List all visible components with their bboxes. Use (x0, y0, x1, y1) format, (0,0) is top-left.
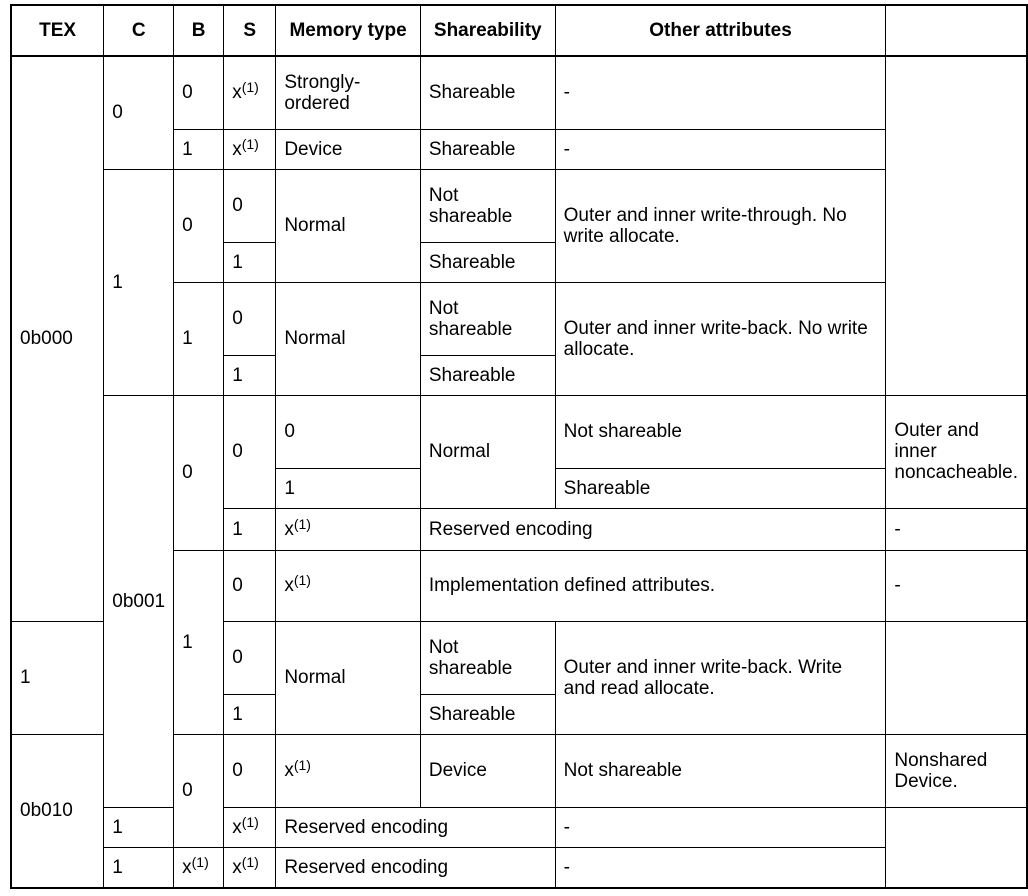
memory-type-cell: Reserved encoding (276, 847, 555, 888)
table-row (11, 56, 1027, 129)
b-cell: 1 (224, 508, 276, 550)
memory-type-cell: Strongly-ordered (276, 56, 421, 129)
footnote-ref: (1) (241, 813, 259, 830)
tex-cell: 0b000 (11, 56, 104, 621)
memory-type-cell: Normal (276, 282, 421, 395)
header-row (11, 5, 1027, 56)
s-cell: 1 (224, 355, 276, 395)
other-attributes-cell: - (555, 129, 886, 169)
shareability-cell: Not shareable (555, 734, 886, 807)
memory-type-cell: Normal (420, 395, 555, 508)
footnote-ref: (1) (241, 79, 259, 96)
shareability-cell: Shareable (420, 694, 555, 734)
other-attributes-cell: Outer and inner noncacheable. (886, 395, 1027, 508)
s-cell: 0 (224, 621, 276, 694)
b-cell: 0 (224, 734, 276, 807)
other-attributes-cell: - (555, 807, 886, 847)
memory-type-cell: Device (276, 129, 421, 169)
c-cell: 1 (104, 169, 174, 395)
shareability-cell: Shareable (420, 355, 555, 395)
footnote-ref: (1) (241, 853, 259, 870)
s-cell: 0 (224, 282, 276, 355)
s-cell: 1 (224, 242, 276, 282)
c-cell: 1 (104, 847, 174, 888)
c-cell: 0 (174, 395, 224, 550)
s-cell: $x^{(1)}$ (224, 129, 276, 169)
b-cell: 1 (104, 807, 174, 847)
s-cell: 0 (224, 169, 276, 242)
s-cell: $x^{(1)}$ (276, 734, 421, 807)
other-attributes-cell: Outer and inner write-back. Write and read allocate. (555, 621, 886, 734)
memory-type-cell: Normal (276, 621, 421, 734)
b-cell: 1 (11, 621, 104, 734)
b-cell: 1 (174, 282, 224, 395)
table-row (11, 169, 1027, 242)
s-cell: 1 (224, 694, 276, 734)
table-row (11, 807, 1027, 847)
memory-type-cell: Reserved encoding (276, 807, 555, 847)
s-cell: $x^{(1)}$ (224, 847, 276, 888)
shareability-cell: Shareable (555, 468, 886, 508)
tex-cell: 0b010 (11, 734, 104, 888)
shareability-cell: Not shareable (420, 621, 555, 694)
footnote-ref: (1) (191, 853, 209, 870)
c-cell: 0 (104, 56, 174, 169)
b-cell: 0 (224, 550, 276, 621)
c-cell: 1 (174, 550, 224, 734)
header-b: B (174, 5, 224, 56)
shareability-cell: Not shareable (420, 169, 555, 242)
memory-type-cell: Implementation defined attributes. (420, 550, 886, 621)
s-cell: $x^{(1)}$ (224, 807, 276, 847)
memory-type-cell: Reserved encoding (420, 508, 886, 550)
header-other-attributes: Other attributes (555, 5, 886, 56)
footnote-ref: (1) (293, 515, 311, 532)
other-attributes-cell: - (886, 508, 1027, 550)
footnote-ref: (1) (293, 572, 311, 588)
s-cell: $x^{(1)}$ (276, 550, 421, 621)
shareability-cell: Shareable (420, 129, 555, 169)
b-cell: 1 (174, 129, 224, 169)
table-row (11, 395, 1027, 468)
other-attributes-cell: - (886, 550, 1027, 621)
shareability-cell: Shareable (420, 242, 555, 282)
memory-attributes-table (10, 4, 1028, 889)
b-cell: 0 (224, 395, 276, 508)
header-shareability: Shareability (420, 5, 555, 56)
s-cell: 1 (276, 468, 421, 508)
header-memory-type: Memory type (276, 5, 421, 56)
shareability-cell: Shareable (420, 56, 555, 129)
s-cell: $x^{(1)}$ (224, 56, 276, 129)
other-attributes-cell: - (555, 847, 886, 888)
b-cell: $x^{(1)}$ (174, 847, 224, 888)
footnote-ref: (1) (241, 135, 259, 152)
b-cell: 0 (174, 56, 224, 129)
header-tex: TEX (11, 5, 104, 56)
header-c: C (104, 5, 174, 56)
memory-type-cell: Device (420, 734, 555, 807)
shareability-cell: Not shareable (555, 395, 886, 468)
other-attributes-cell: - (555, 56, 886, 129)
footnote-ref: (1) (293, 757, 311, 773)
memory-type-cell: Normal (276, 169, 421, 282)
other-attributes-cell: Outer and inner write-back. No write allocate. (555, 282, 886, 395)
table-row (11, 847, 1027, 888)
other-attributes-cell: Outer and inner write-through. No write allocate. (555, 169, 886, 282)
header-s: S (224, 5, 276, 56)
s-cell: 0 (276, 395, 421, 468)
b-cell: 0 (174, 169, 224, 282)
other-attributes-cell: Nonshared Device. (886, 734, 1027, 807)
shareability-cell: Not shareable (420, 282, 555, 355)
s-cell: $x^{(1)}$ (276, 508, 421, 550)
c-cell: 0 (174, 734, 224, 847)
tex-cell: 0b001 (104, 395, 174, 807)
